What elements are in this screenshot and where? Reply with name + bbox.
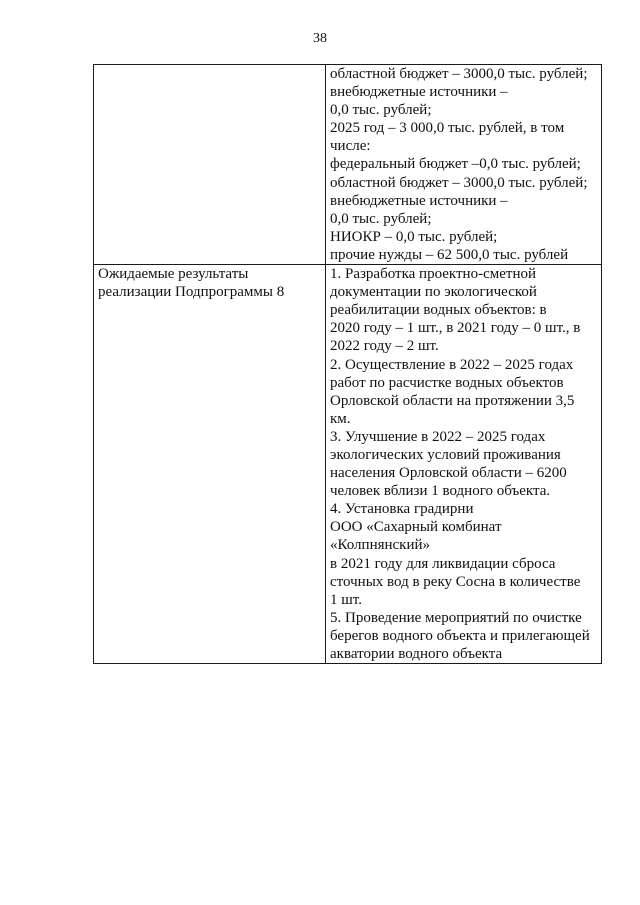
text-line: областной бюджет – 3000,0 тыс. рублей; bbox=[330, 66, 588, 82]
text-line: Орловской области на протяжении 3,5 bbox=[330, 392, 575, 409]
text-line: документации по экологической bbox=[330, 284, 537, 301]
text-line: км. bbox=[330, 410, 351, 427]
program-table bbox=[93, 64, 602, 664]
text-line: реабилитации водных объектов: в bbox=[330, 302, 547, 319]
text-line: 2025 год – 3 000,0 тыс. рублей, в том bbox=[330, 120, 565, 137]
text-line: 3. Улучшение в 2022 – 2025 годах bbox=[330, 428, 546, 445]
text-line: 1 шт. bbox=[330, 591, 362, 608]
text-line: работ по расчистке водных объектов bbox=[330, 374, 564, 391]
text-line: сточных вод в реку Сосна в количестве bbox=[330, 573, 581, 590]
text-line: федеральный бюджет –0,0 тыс. рублей; bbox=[330, 156, 581, 173]
text-line: 2022 году – 2 шт. bbox=[330, 338, 439, 355]
text-line: 0,0 тыс. рублей; bbox=[330, 102, 432, 119]
text-line: 1. Разработка проектно-сметной bbox=[330, 266, 536, 283]
text-line: населения Орловской области – 6200 bbox=[330, 465, 567, 482]
text-line: 5. Проведение мероприятий по очистке bbox=[330, 609, 582, 626]
table-row bbox=[94, 65, 602, 265]
text-line: 4. Установка градирни bbox=[330, 501, 474, 518]
text-line: числе: bbox=[330, 138, 371, 155]
text-line: внебюджетные источники – bbox=[330, 192, 508, 209]
text-line: ООО «Сахарный комбинат bbox=[330, 519, 502, 536]
row-label-cell bbox=[94, 65, 326, 265]
text-line: 2020 году – 1 шт., в 2021 году – 0 шт., в bbox=[330, 320, 581, 337]
text-line: прочие нужды – 62 500,0 тыс. рублей bbox=[330, 246, 569, 263]
row-value-cell bbox=[326, 265, 602, 664]
text-line: экологических условий проживания bbox=[330, 446, 561, 463]
text-line: в 2021 году для ликвидации сброса bbox=[330, 555, 556, 572]
table-row bbox=[94, 265, 602, 664]
text-line: берегов водного объекта и прилегающей bbox=[330, 627, 590, 644]
text-line: 0,0 тыс. рублей; bbox=[330, 210, 432, 227]
text-line: Ожидаемые результаты bbox=[98, 266, 249, 283]
text-line: человек вблизи 1 водного объекта. bbox=[330, 483, 551, 500]
page-number: 38 bbox=[313, 31, 327, 46]
text-line: акватории водного объекта bbox=[330, 646, 503, 662]
row-label-cell bbox=[94, 265, 326, 664]
text-line: реализации Подпрограммы 8 bbox=[98, 284, 285, 301]
text-line: НИОКР – 0,0 тыс. рублей; bbox=[330, 228, 498, 245]
text-line: «Колпнянский» bbox=[330, 537, 431, 554]
text-line: внебюджетные источники – bbox=[330, 84, 508, 101]
text-line: областной бюджет – 3000,0 тыс. рублей; bbox=[330, 174, 588, 191]
text-line: 2. Осуществление в 2022 – 2025 годах bbox=[330, 356, 574, 373]
row-value-cell bbox=[326, 65, 602, 265]
